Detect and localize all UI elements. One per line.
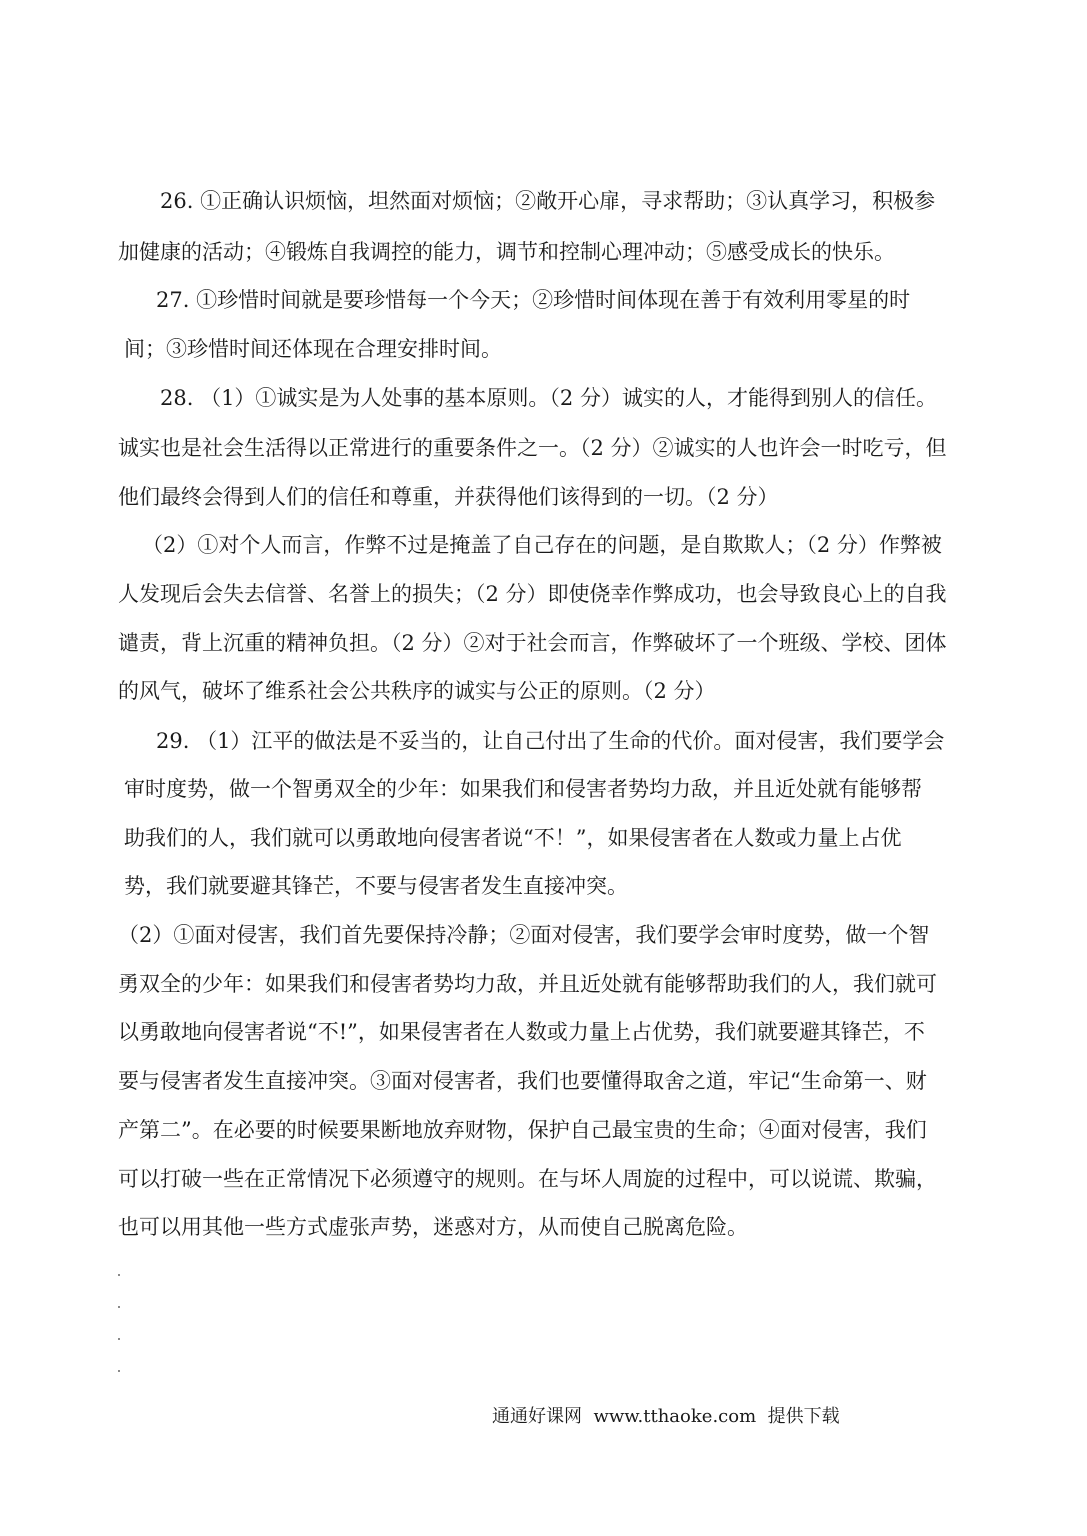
answer-27-line-1: 27. ①珍惜时间就是要珍惜每一个今天；②珍惜时间体现在善于有效利用零星的时	[156, 288, 911, 312]
answer-29-line-4: 势，我们就要避其锋芒，不要与侵害者发生直接冲突。	[124, 874, 628, 898]
answer-29-line-7: 以勇敢地向侵害者说“不!”，如果侵害者在人数或力量上占优势，我们就要避其锋芒，不	[118, 1020, 925, 1044]
answer-26-line-1: 26. ①正确认识烦恼，坦然面对烦恼；②敞开心扉，寻求帮助；③认真学习，积极参	[160, 189, 936, 213]
margin-dot	[118, 1338, 120, 1340]
answer-28-line-6: 谴责，背上沉重的精神负担。（2 分）②对于社会而言，作弊破坏了一个班级、学校、团体	[118, 631, 947, 655]
answer-29-line-11: 也可以用其他一些方式虚张声势，迷惑对方，从而使自己脱离危险。	[118, 1215, 748, 1239]
answer-28-line-7: 的风气，破坏了维系社会公共秩序的诚实与公正的原则。（2 分）	[118, 679, 716, 703]
answer-28-line-3: 他们最终会得到人们的信任和尊重，并获得他们该得到的一切。（2 分）	[118, 485, 779, 509]
answer-29-line-5: （2）①面对侵害，我们首先要保持冷静；②面对侵害，我们要学会审时度势，做一个智	[118, 923, 930, 947]
footer-source-note: 通通好课网 www.tthaoke.com 提供下载	[492, 1406, 840, 1427]
answer-29-line-1: 29. （1）江平的做法是不妥当的，让自己付出了生命的代价。面对侵害，我们要学会	[156, 729, 945, 753]
margin-dot	[118, 1370, 120, 1372]
answer-29-line-2: 审时度势，做一个智勇双全的少年：如果我们和侵害者势均力敌，并且近处就有能够帮	[124, 777, 922, 801]
answer-29-line-3: 助我们的人，我们就可以勇敢地向侵害者说“不！”，如果侵害者在人数或力量上占优	[124, 826, 902, 850]
answer-28-line-5: 人发现后会失去信誉、名誉上的损失；（2 分）即使侥幸作弊成功，也会导致良心上的自我	[118, 582, 947, 606]
answer-29-line-10: 可以打破一些在正常情况下必须遵守的规则。在与坏人周旋的过程中，可以说谎、欺骗，	[118, 1167, 937, 1191]
answer-26-line-2: 加健康的活动；④锻炼自我调控的能力，调节和控制心理冲动；⑤感受成长的快乐。	[118, 240, 895, 264]
answer-28-line-4: （2）①对个人而言，作弊不过是掩盖了自己存在的问题，是自欺欺人；（2 分）作弊被	[142, 533, 942, 557]
answer-27-line-2: 间；③珍惜时间还体现在合理安排时间。	[124, 337, 502, 361]
answer-29-line-8: 要与侵害者发生直接冲突。③面对侵害者，我们也要懂得取舍之道，牢记“生命第一、财	[118, 1069, 927, 1093]
answer-29-line-9: 产第二”。在必要的时候要果断地放弃财物，保护自己最宝贵的生命；④面对侵害，我们	[118, 1118, 927, 1142]
margin-dot	[118, 1306, 120, 1308]
answer-29-line-6: 勇双全的少年：如果我们和侵害者势均力敌，并且近处就有能够帮助我们的人，我们就可	[118, 972, 937, 996]
margin-dot	[118, 1274, 120, 1276]
answer-28-line-2: 诚实也是社会生活得以正常进行的重要条件之一。（2 分）②诚实的人也许会一时吃亏，但	[118, 436, 947, 460]
answer-28-line-1: 28. （1）①诚实是为人处事的基本原则。（2 分）诚实的人，才能得到别人的信任。	[160, 386, 937, 410]
